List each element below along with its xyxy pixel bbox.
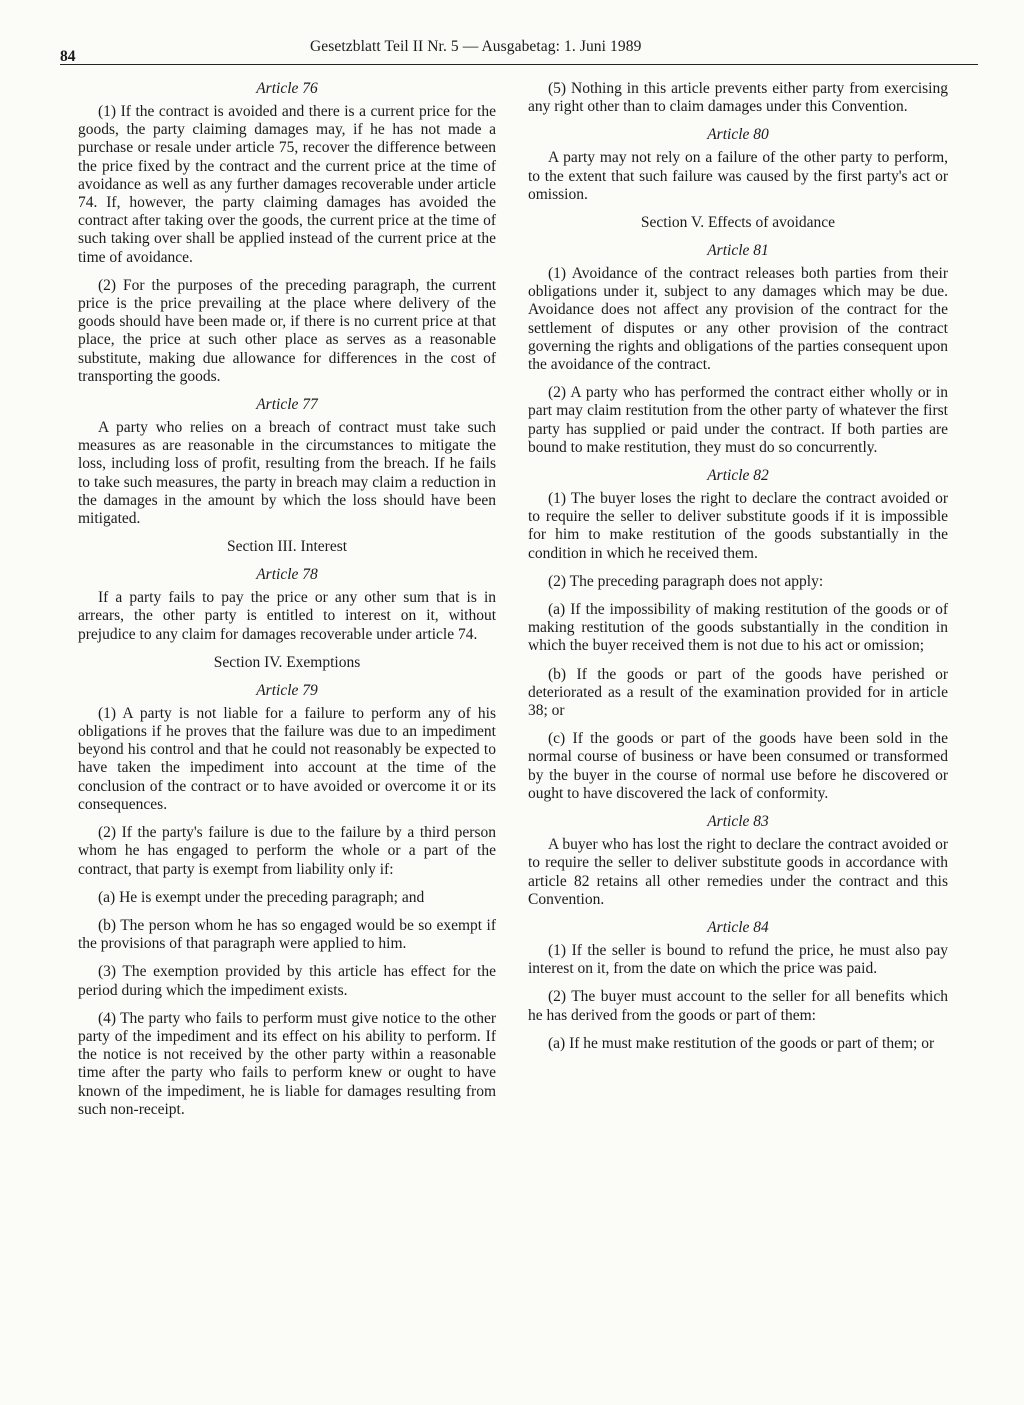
paragraph: (2) If the party's failure is due to the failure by a third person whom he has engaged to perform the whole or a part of the contract, that party is exempt from liability only if: [78,824,496,878]
paragraph: (b) If the goods or part of the goods have perished or deteriorated as a result of the examination provided for in article 38; or [528,665,948,720]
paragraph: (a) If the impossibility of making restitution of the goods or of making restitution of the goods substantially in the condition in which the buyer received them is not due to his act or omission; [528,601,948,655]
section-heading: Section IV. Exemptions [213,653,361,671]
article-heading: Article 84 [707,918,769,936]
article-heading: Article 79 [256,681,318,699]
paragraph: A buyer who has lost the right to declare the contract avoided or to require the seller to deliver substitute goods in accordance with article 82 retains all other remedies under the contract and this Convention. [528,836,948,908]
article-heading: Article 76 [256,80,318,97]
article-heading: Article 78 [256,566,318,584]
article-heading: Article 81 [707,242,769,260]
paragraph: (1) Avoidance of the contract releases both parties from their obligations under it, subject to any damages which may be due. Avoidance does not affect any provision of the contract for the settlement of disputes or any other provision of the contract governing the rights and obligations of the parties consequent upon the avoidance of the contract. [528,265,948,374]
article-heading: Article 80 [707,126,769,144]
paragraph: (4) The party who fails to perform must give notice to the other party of the impediment and its effect on his ability to perform. If the notice is not received by the other party within a reasonable time after the party who fails to perform knew or ought to have known of the impediment, he is liable for damages resulting from such non-receipt. [78,1009,496,1118]
page-header [60,38,978,65]
left-column [78,80,496,1129]
paragraph: (1) If the contract is avoided and there is a current price for the goods, the party claiming damages may, if he has not made a purchase or resale under article 75, recover the difference between the price fixed by the contract and the current price at the time of avoidance as well as any further damages recoverable under article 74. If, however, the party claiming damages has avoided the contract after taking over the goods, the current price at the time of such taking over shall be applied instead of the current price at the time of avoidance. [78,103,496,266]
paragraph: (5) Nothing in this article prevents either party from exercising any right other than to claim damages under this Convention. [528,80,948,116]
article-heading: Article 77 [256,396,318,414]
paragraph: (1) A party is not liable for a failure to perform any of his obligations if he proves that the failure was due to an impediment beyond his control and that he could not reasonably be expected to have taken the impediment into account at the time of the conclusion of the contract or to have avoided or overcome it or its consequences. [78,704,496,813]
paragraph: (1) The buyer loses the right to declare the contract avoided or to require the seller to deliver substitute goods if it is impossible for him to make restitution of the goods substantially in the condition in which he received them. [528,490,948,562]
gazette-title: Gesetzblatt Teil II Nr. 5 — Ausgabetag: 1. Juni 1989 [310,38,642,55]
paragraph: If a party fails to pay the price or any other sum that is in arrears, the other party is entitled to interest on it, without prejudice to any claim for damages recoverable under article 74. [78,589,496,643]
paragraph: (b) The person whom he has so engaged would be so exempt if the provisions of that paragraph were applied to him. [78,916,496,953]
right-column [528,80,948,1063]
paragraph: (c) If the goods or part of the goods have been sold in the normal course of business or have been consumed or transformed by the buyer in the course of normal use before he discovered or ought to have discovered the lack of conformity. [528,730,948,802]
paragraph: (a) If he must make restitution of the goods or part of them; or [548,1034,935,1052]
article-heading: Article 83 [707,813,769,831]
paragraph: A party may not rely on a failure of the other party to perform, to the extent that such failure was caused by the first party's act or omission. [528,149,948,203]
paragraph: (1) If the seller is bound to refund the price, he must also pay interest on it, from the date on which the price was paid. [528,941,948,978]
paragraph: (3) The exemption provided by this article has effect for the period during which the impediment exists. [78,963,496,999]
paragraph: (2) The preceding paragraph does not apply: [548,572,824,590]
section-heading: Section V. Effects of avoidance [640,214,836,232]
paragraph: (2) A party who has performed the contract either wholly or in part may claim restitution from the other party of whatever the first party has supplied or paid under the contract. If both parties are bound to make restitution, they must do so concurrently. [528,384,948,456]
paragraph: (2) For the purposes of the preceding paragraph, the current price is the price prevailing at the place where delivery of the goods should have been made or, if there is no current price at that place, the price at such other place as serves as a reasonable substitute, making due allowance for differences in the cost of transporting the goods. [78,276,496,385]
article-heading: Article 82 [707,467,769,485]
paragraph: A party who relies on a breach of contract must take such measures as are reasonable in the circumstances to mitigate the loss, including loss of profit, resulting from the breach. If he fails to take such measures, the party in breach may claim a reduction in the damages in the amount by which the loss should have been mitigated. [78,419,496,528]
paragraph: (2) The buyer must account to the seller for all benefits which he has derived from the goods or part of them: [528,988,948,1024]
page-number: 84 [60,48,76,65]
paragraph: (a) He is exempt under the preceding paragraph; and [98,888,425,906]
section-heading: Section III. Interest [226,538,348,556]
